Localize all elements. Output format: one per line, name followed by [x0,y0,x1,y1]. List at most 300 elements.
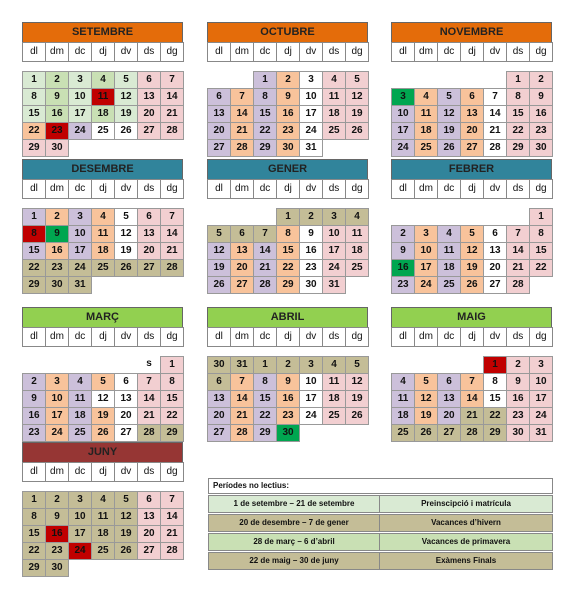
day-cell: 28 [160,542,184,560]
day-cell: 27 [137,122,161,140]
day-cell: 31 [230,356,254,374]
weekday-name: dl [391,179,415,199]
day-cell: 14 [160,225,184,243]
legend-title: Períodes no lectius: [208,478,553,494]
day-cell: 20 [460,122,484,140]
day-cell: 31 [529,424,553,442]
day-cell: 14 [506,242,530,260]
day-cell: 1 [276,208,300,226]
weekday-name: dv [299,327,323,347]
day-cell: 5 [114,71,138,89]
day-cell: 29 [22,559,46,577]
day-cell: 16 [506,390,530,408]
empty-cell [137,559,160,576]
day-cell: 6 [207,373,231,391]
day-cell: 19 [414,407,438,425]
weekday-name: dv [114,179,138,199]
day-cell: 26 [91,424,115,442]
day-cell: 3 [68,71,92,89]
day-cell: 21 [506,259,530,277]
day-cell: 6 [437,373,461,391]
day-grid [391,356,552,441]
day-cell: 7 [506,225,530,243]
weekday-name: dm [45,462,69,482]
day-cell: 27 [207,139,231,157]
day-cell: 25 [322,407,346,425]
day-cell: 18 [322,390,346,408]
day-cell: 14 [137,390,161,408]
day-cell: 1 [22,71,46,89]
day-cell: 3 [322,208,346,226]
day-cell: 8 [483,373,507,391]
day-cell: 11 [414,105,438,123]
day-cell: 27 [230,276,254,294]
empty-cell [114,276,137,293]
empty-cell [91,139,114,156]
day-cell: 17 [68,105,92,123]
day-cell: 24 [299,122,323,140]
day-grid [391,71,552,156]
day-cell: 1 [22,491,46,509]
day-cell: 6 [137,491,161,509]
day-cell: 2 [276,71,300,89]
day-cell: 24 [299,407,323,425]
weekday-name: dv [299,179,323,199]
day-cell: 18 [437,259,461,277]
day-cell: 23 [299,259,323,277]
weekday-name: dm [45,179,69,199]
weekday-name: dm [230,179,254,199]
day-cell: 6 [137,208,161,226]
empty-cell [345,139,368,156]
day-cell: 31 [322,276,346,294]
day-cell: 19 [460,259,484,277]
weekday-name: ds [506,42,530,62]
day-cell: 26 [114,542,138,560]
weekday-name: dl [22,42,46,62]
empty-cell [345,424,368,441]
day-cell: 17 [299,105,323,123]
day-cell: 15 [253,105,277,123]
day-cell: 8 [529,225,553,243]
day-cell: 8 [160,373,184,391]
day-cell: 9 [391,242,415,260]
day-cell: 3 [299,71,323,89]
day-cell: 21 [160,242,184,260]
empty-cell [160,559,183,576]
weekday-header [391,180,552,199]
day-cell: 1 [483,356,507,374]
day-cell: 20 [207,407,231,425]
day-cell: 20 [137,525,161,543]
day-cell: 8 [22,225,46,243]
day-cell: 22 [506,122,530,140]
day-cell: 10 [68,225,92,243]
day-cell: 11 [91,225,115,243]
weekday-name: dm [414,42,438,62]
day-cell: 14 [230,390,254,408]
empty-cell [68,139,91,156]
day-cell: 2 [276,356,300,374]
weekday-header [22,463,183,482]
month-title: DESEMBRE [22,159,183,180]
empty-cell [91,356,114,373]
day-cell: 20 [137,105,161,123]
day-cell: 25 [91,542,115,560]
weekday-name: dv [483,42,507,62]
weekday-name: dm [45,327,69,347]
day-cell: 22 [22,542,46,560]
day-cell: 5 [114,491,138,509]
weekday-header [207,43,368,62]
weekday-name: dj [276,179,300,199]
day-cell: 24 [45,424,69,442]
day-cell: 3 [45,373,69,391]
day-cell: 16 [391,259,415,277]
weekday-header [22,43,183,62]
day-cell: 28 [506,276,530,294]
empty-cell [345,276,368,293]
month-title: FEBRER [391,159,552,180]
day-cell: 1 [253,71,277,89]
day-cell: 28 [230,139,254,157]
day-cell: 20 [483,259,507,277]
day-cell: 1 [160,356,184,374]
day-cell: 21 [253,259,277,277]
day-cell: 4 [437,225,461,243]
day-cell: 9 [45,508,69,526]
weekday-name: dg [345,179,369,199]
day-cell: 18 [91,525,115,543]
day-cell: 30 [276,139,300,157]
weekday-name: dv [483,327,507,347]
day-cell: 25 [91,122,115,140]
day-cell: 23 [45,122,69,140]
day-cell: s [146,358,152,369]
weekday-name: ds [137,327,161,347]
empty-cell [391,356,414,373]
day-cell: 17 [68,525,92,543]
day-cell: 10 [529,373,553,391]
day-grid [207,356,368,441]
day-cell: 27 [207,424,231,442]
day-cell: 2 [22,373,46,391]
weekday-name: dj [460,179,484,199]
day-cell: 3 [529,356,553,374]
day-cell: 14 [230,105,254,123]
day-cell: 5 [460,225,484,243]
day-cell: 10 [299,373,323,391]
legend-row [208,553,553,570]
day-cell: 29 [253,424,277,442]
day-cell: 7 [253,225,277,243]
day-cell: 9 [529,88,553,106]
day-cell: 26 [207,276,231,294]
day-cell: 7 [483,88,507,106]
weekday-name: dm [230,327,254,347]
day-cell: 29 [276,276,300,294]
weekday-name: dc [68,327,92,347]
day-cell: 29 [160,424,184,442]
day-cell: 11 [391,390,415,408]
weekday-name: dg [529,327,553,347]
day-cell: 9 [45,225,69,243]
month-title: JUNY [22,442,183,463]
day-cell: 19 [345,390,369,408]
day-cell: 15 [22,525,46,543]
month-abril [207,307,368,441]
day-cell: 8 [276,225,300,243]
day-cell: 23 [506,407,530,425]
day-cell: 7 [160,208,184,226]
day-cell: 5 [114,208,138,226]
weekday-name: dj [276,42,300,62]
legend-box [208,478,553,570]
day-cell: 6 [230,225,254,243]
legend-period: 20 de desembre – 7 de gener [208,514,380,532]
day-cell: 5 [91,373,115,391]
weekday-name: dl [207,179,231,199]
day-cell: 22 [160,407,184,425]
day-cell: 28 [137,424,161,442]
weekday-name: dj [91,462,115,482]
day-cell: 14 [483,105,507,123]
day-cell: 13 [114,390,138,408]
month-title: ABRIL [207,307,368,328]
day-cell: 18 [414,122,438,140]
day-cell: 4 [91,71,115,89]
day-cell: 4 [345,208,369,226]
day-cell: 17 [45,407,69,425]
day-cell: 7 [160,71,184,89]
day-cell: 1 [529,208,553,226]
day-cell: 17 [68,242,92,260]
weekday-name: dj [276,327,300,347]
day-cell: 6 [207,88,231,106]
weekday-name: dg [345,327,369,347]
day-cell: 12 [114,88,138,106]
day-cell: 21 [460,407,484,425]
day-cell: 23 [529,122,553,140]
day-cell: 16 [276,105,300,123]
day-cell: 24 [391,139,415,157]
day-cell: 7 [230,88,254,106]
day-cell: 27 [137,259,161,277]
empty-cell [45,356,68,373]
weekday-header [391,43,552,62]
day-cell: 22 [253,407,277,425]
day-cell: 6 [114,373,138,391]
day-cell: 8 [253,88,277,106]
day-cell: 16 [45,525,69,543]
day-cell: 10 [414,242,438,260]
day-cell: 2 [45,491,69,509]
empty-cell [91,276,114,293]
weekday-name: ds [506,179,530,199]
day-cell: 2 [45,71,69,89]
empty-cell [68,559,91,576]
empty-cell [299,424,322,441]
month-gener [207,159,368,293]
empty-cell [160,139,183,156]
day-cell: 4 [68,373,92,391]
day-cell: 31 [299,139,323,157]
month-title: NOVEMBRE [391,22,552,43]
day-cell: 28 [253,276,277,294]
day-cell: 11 [91,508,115,526]
day-cell: 11 [322,88,346,106]
weekday-name: dc [437,327,461,347]
weekday-name: dm [414,327,438,347]
legend-period: 1 de setembre – 21 de setembre [208,495,380,513]
day-cell: 18 [322,105,346,123]
weekday-name: dl [22,327,46,347]
legend-label: Preinscipció i matrícula [379,495,553,513]
day-cell: 5 [207,225,231,243]
day-cell: 14 [460,390,484,408]
legend-rows [208,496,553,570]
empty-cell [207,71,230,88]
day-cell: 25 [322,122,346,140]
empty-cell [483,208,506,225]
day-cell: 2 [45,208,69,226]
day-cell: 14 [160,508,184,526]
day-cell: 24 [322,259,346,277]
empty-cell [160,276,183,293]
day-cell: 8 [253,373,277,391]
day-cell: 15 [22,105,46,123]
day-cell: 23 [391,276,415,294]
day-cell: 2 [391,225,415,243]
day-cell: 9 [22,390,46,408]
legend-row [208,515,553,532]
day-cell: 12 [414,390,438,408]
day-cell: 20 [207,122,231,140]
empty-cell [506,208,529,225]
month-desembre [22,159,183,293]
day-cell: 12 [345,373,369,391]
empty-cell [137,276,160,293]
empty-cell [114,139,137,156]
day-cell: 28 [483,139,507,157]
day-cell: 15 [22,242,46,260]
empty-cell [322,139,345,156]
weekday-header [22,328,183,347]
day-cell: 22 [22,259,46,277]
weekday-name: dj [91,327,115,347]
day-cell: 25 [345,259,369,277]
empty-cell [114,356,137,373]
day-grid [22,491,183,576]
day-cell: 13 [460,105,484,123]
day-cell: 31 [68,276,92,294]
day-cell: 10 [391,105,415,123]
day-cell: 28 [230,424,254,442]
empty-cell [91,559,114,576]
day-cell: 23 [22,424,46,442]
day-cell: 9 [45,88,69,106]
weekday-name: ds [137,42,161,62]
month-setembre [22,22,183,156]
empty-cell [114,559,137,576]
empty-cell [322,424,345,441]
weekday-name: dc [68,462,92,482]
day-cell: 7 [137,373,161,391]
empty-cell [230,71,253,88]
empty-cell [207,208,230,225]
day-cell: 21 [230,122,254,140]
day-cell: 13 [437,390,461,408]
weekday-name: dl [207,42,231,62]
day-cell: 3 [68,208,92,226]
day-cell: 4 [322,356,346,374]
weekday-name: dg [345,42,369,62]
empty-cell [22,356,45,373]
day-cell: 4 [322,71,346,89]
month-title: SETEMBRE [22,22,183,43]
day-cell: 22 [22,122,46,140]
day-cell: 4 [91,208,115,226]
day-cell: 10 [299,88,323,106]
day-cell: 25 [91,259,115,277]
day-cell: 19 [114,105,138,123]
weekday-name: dg [160,462,184,482]
day-cell: 26 [414,424,438,442]
day-cell: 26 [114,122,138,140]
weekday-header [391,328,552,347]
day-cell: 24 [68,122,92,140]
day-cell: 25 [414,139,438,157]
weekday-name: dg [160,42,184,62]
weekday-name: dv [114,462,138,482]
weekday-name: dg [529,42,553,62]
day-cell: 29 [483,424,507,442]
day-cell: 29 [506,139,530,157]
weekday-name: dc [68,42,92,62]
day-cell: 11 [345,225,369,243]
day-grid [207,208,368,293]
weekday-name: ds [137,462,161,482]
day-cell: 19 [437,122,461,140]
day-cell: 19 [114,242,138,260]
day-cell: 10 [68,508,92,526]
day-cell: 17 [391,122,415,140]
day-cell: 30 [45,276,69,294]
empty-cell [460,71,483,88]
day-cell: 21 [160,105,184,123]
day-cell: 12 [91,390,115,408]
day-grid [22,208,183,293]
weekday-name: dv [114,42,138,62]
empty-cell [414,208,437,225]
month-title: OCTUBRE [207,22,368,43]
weekday-name: ds [137,179,161,199]
day-cell: 13 [137,508,161,526]
day-cell: 4 [414,88,438,106]
day-cell: 12 [437,105,461,123]
day-cell: 12 [114,225,138,243]
day-cell: 22 [276,259,300,277]
weekday-header [207,180,368,199]
month-octubre [207,22,368,156]
day-cell: 4 [91,491,115,509]
day-cell: 20 [230,259,254,277]
legend-period: 22 de maig – 30 de juny [208,552,380,570]
day-cell: 17 [414,259,438,277]
day-cell: 3 [299,356,323,374]
weekday-name: dv [483,179,507,199]
day-cell: 3 [68,491,92,509]
